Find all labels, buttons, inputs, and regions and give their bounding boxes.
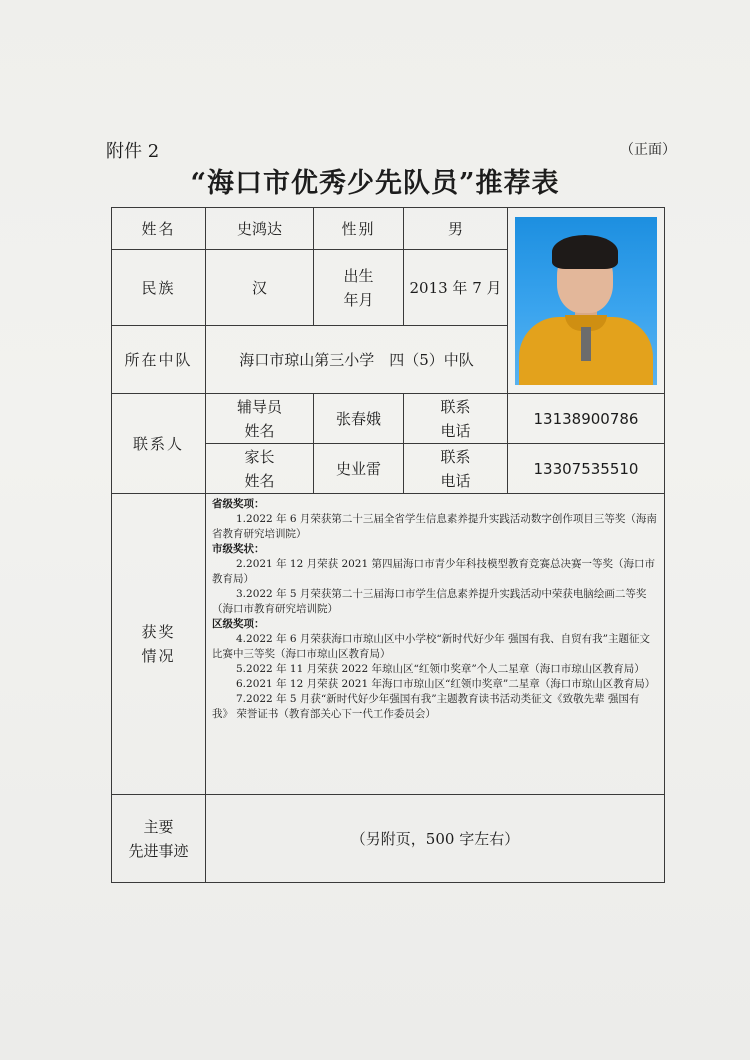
- awards-label-line2: 情况: [141, 647, 176, 665]
- deeds-value: （另附页，500 字左右）: [206, 795, 665, 883]
- award-item: 1.2022 年 6 月荣获第二十三届全省学生信息素养提升实践活动数字创作项目三等奖（海南省教育研究培训院）: [212, 513, 657, 540]
- photo-hair: [552, 235, 618, 269]
- counselor-label-line2: 姓名: [244, 421, 275, 440]
- form-title: “海口市优秀少先队员”推荐表: [190, 168, 560, 199]
- deeds-label: [112, 795, 206, 883]
- award-item: 4.2022 年 6 月荣获海口市琼山区中小学校“新时代好少年 强国有我、自贸有我”主题征文比赛中三等奖（海口市琼山区教育局）: [212, 633, 651, 660]
- counselor-phone-value: 13138900786: [508, 394, 665, 444]
- recommendation-form: [111, 207, 665, 883]
- counselor-phone-label-line1: 联系: [440, 397, 471, 416]
- front-side-label: （正面）: [620, 142, 676, 158]
- award-item: 7.2022 年 5 月获“新时代好少年强国有我”主题教育读书活动类征文《致敬先辈 强国有我》 荣誉证书（教育部关心下一代工作委员会）: [212, 693, 640, 720]
- parent-name-value: 史业雷: [314, 444, 404, 494]
- award-item: 5.2022 年 11 月荣获 2022 年琼山区“红领巾奖章”个人二星章（海口市琼山区教育局）: [236, 663, 645, 675]
- gender-value: 男: [404, 208, 508, 250]
- parent-phone-label-line1: 联系: [440, 447, 471, 466]
- district-heading: 区级奖项：: [212, 618, 265, 630]
- photo-cell: [508, 208, 665, 394]
- counselor-name-value: 张春娥: [314, 394, 404, 444]
- deeds-label-line1: 主要: [143, 817, 174, 836]
- counselor-label-line1: 辅导员: [236, 397, 282, 416]
- parent-label-line1: 家长: [244, 447, 275, 466]
- provincial-heading: 省级奖项：: [212, 498, 265, 510]
- counselor-phone-label-line2: 电话: [440, 421, 471, 440]
- awards-label-line1: 获奖: [141, 623, 176, 641]
- awards-label: [112, 494, 206, 795]
- name-value: 史鸿达: [206, 208, 314, 250]
- birth-label-line2: 年月: [343, 290, 374, 309]
- parent-name-label: [206, 444, 314, 494]
- parent-phone-label-line2: 电话: [440, 471, 471, 490]
- contact-label: 联系人: [112, 394, 206, 494]
- ethnicity-value: 汉: [206, 250, 314, 326]
- parent-phone-label: [404, 444, 508, 494]
- deeds-label-line2: 先进事迹: [128, 841, 189, 860]
- birth-value: 2013 年 7 月: [404, 250, 508, 326]
- award-item: 2.2021 年 12 月荣获 2021 第四届海口市青少年科技模型教育竞赛总决赛一等奖（海口市教育局）: [212, 558, 656, 585]
- photo-placket: [581, 327, 591, 361]
- city-heading: 市级奖状：: [212, 543, 265, 555]
- birth-label: [314, 250, 404, 326]
- attachment-label: 附件 2: [106, 141, 160, 162]
- award-item: 6.2021 年 12 月荣获 2021 年海口市琼山区“红领巾奖章”二星章（海口市琼山区教育局）: [236, 678, 656, 690]
- birth-label-line1: 出生: [343, 266, 374, 285]
- award-item: 3.2022 年 5 月荣获第二十三届海口市学生信息素养提升实践活动中荣获电脑绘画二等奖（海口市教育研究培训院）: [212, 588, 647, 615]
- awards-content: [206, 494, 665, 795]
- parent-label-line2: 姓名: [244, 471, 275, 490]
- counselor-name-label: [206, 394, 314, 444]
- counselor-phone-label: [404, 394, 508, 444]
- ethnicity-label: 民族: [112, 250, 206, 326]
- gender-label: 性别: [314, 208, 404, 250]
- student-photo: [515, 217, 657, 385]
- squad-value: 海口市琼山第三小学 四（5）中队: [206, 326, 508, 394]
- name-label: 姓名: [112, 208, 206, 250]
- parent-phone-value: 13307535510: [508, 444, 665, 494]
- squad-label: 所在中队: [112, 326, 206, 394]
